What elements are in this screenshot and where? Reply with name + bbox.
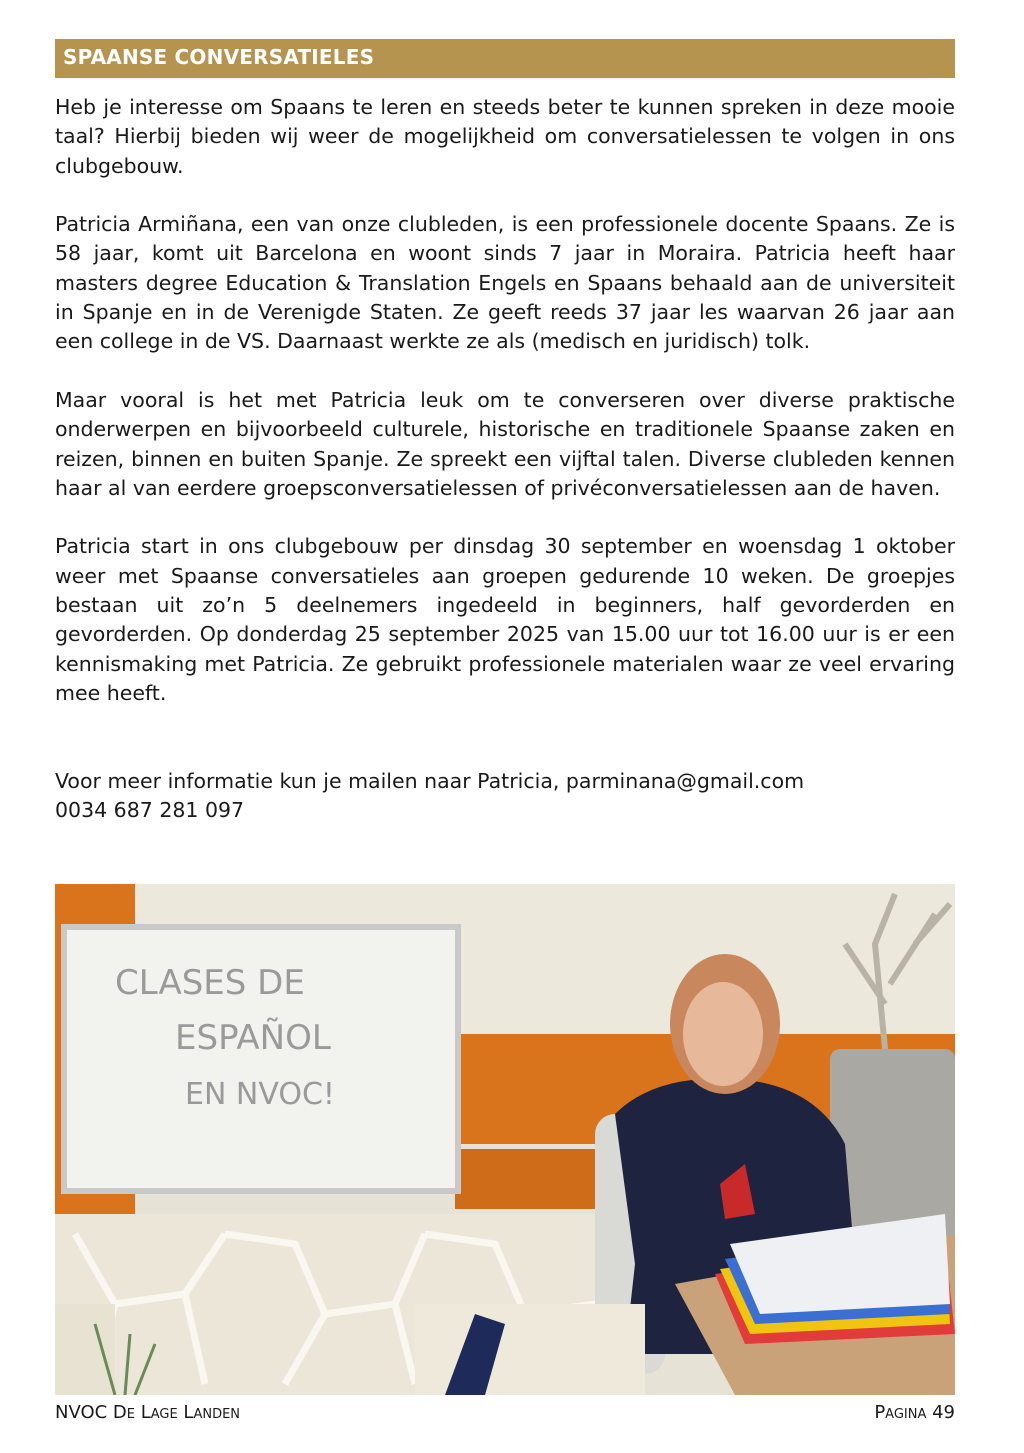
paragraph-schedule: Patricia start in ons clubgebouw per dinsdag 30 september en woensdag 1 oktober weer met Spaanse conversatieles aan groepen gedurende 10 weken. De groepjes bestaan uit zo’n 5 deelnemers ingedeeld in beginners, half gevorderden en gevorderden. Op donderdag 25 september 2025 van 15.00 uur tot 16.00 uur is er een kennismaking met Patricia. Ze gebruikt professionele materialen waar ze veel ervaring mee heeft. [55, 534, 955, 705]
tote-bag [415, 1304, 645, 1395]
paragraph-intro: Heb je interesse om Spaans te leren en steeds beter te kunnen spreken in deze mooie taal? Hierbij bieden wij weer de mogelijkheid om conversatielessen te volgen in ons clubgebouw. [55, 95, 955, 178]
photo-illustration [55, 884, 955, 1395]
contact-line [55, 767, 804, 796]
whiteboard-line-2: ESPAÑOL [175, 1018, 331, 1058]
planter [55, 1304, 115, 1395]
footer-publication-name: NVOC De Lage Landen [55, 1402, 241, 1423]
paragraph-teacher-bio: Patricia Armiñana, een van onze clubleden, is een professionele docente Spaans. Ze is 58 jaar, komt uit Barcelona en woont sinds 7 jaar in Moraira. Patricia heeft haar masters degree Education & Translation Engels en Spaans behaald aan de universiteit in Spanje en in de Verenigde Staten. Ze geeft reeds 37 jaar les waarvan 26 jaar aan een college in de VS. Daarnaast werkte ze als (medisch en juridisch) tolk. [55, 212, 955, 354]
whiteboard-line-3: EN NVOC! [185, 1077, 335, 1112]
phone-number: 0034 687 281 097 [55, 798, 245, 823]
article-body [55, 93, 955, 738]
section-title: SPAANSE CONVERSATIELES [63, 45, 375, 69]
footer-page-number: Pagina 49 [874, 1402, 955, 1423]
article-photo [55, 884, 955, 1395]
whiteboard-line-1: CLASES DE [115, 963, 305, 1003]
person-face [683, 982, 763, 1086]
paragraph-conversation-topics: Maar vooral is het met Patricia leuk om te converseren over diverse praktische onderwerpen en bijvoorbeeld culturele, historische en traditionele Spaanse zaken en reizen, binnen en buiten Spanje. Ze spreekt een vijftal talen. Diverse clubleden kennen haar al van eerdere groepsconversatielessen of privéconversatielessen aan de haven. [55, 387, 955, 500]
email-link[interactable]: parminana@gmail.com [565, 769, 805, 793]
section-header-bar [55, 39, 955, 78]
contact-prefix: Voor meer informatie kun je mailen naar Patricia, [55, 769, 566, 793]
contact-info [55, 767, 804, 826]
